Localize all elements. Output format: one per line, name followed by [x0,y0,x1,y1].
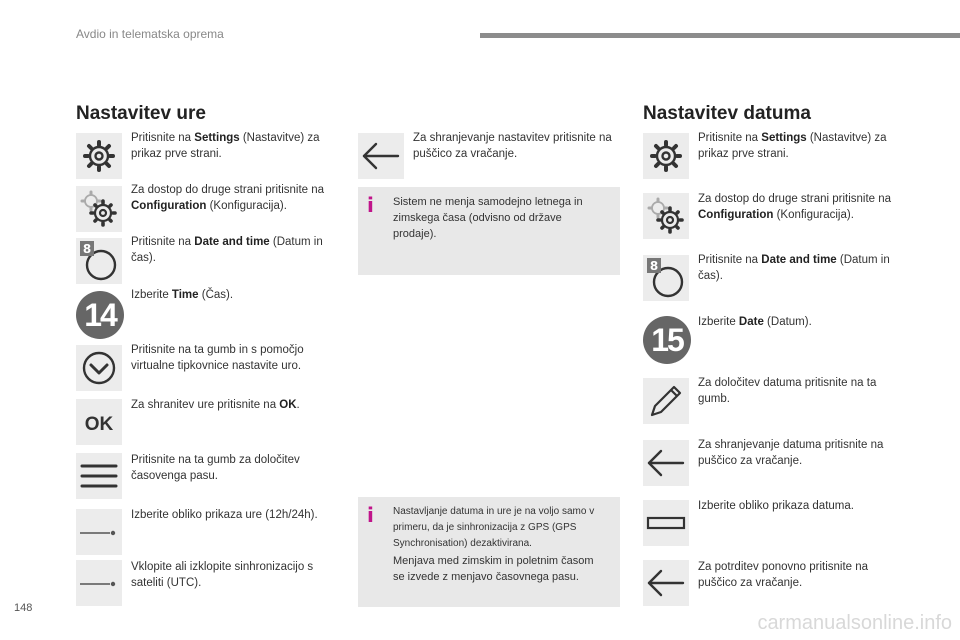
step-text: Izberite obliko prikaza ure (12h/24h). [131,509,318,521]
step-text: Izberite Time (Čas). [131,289,234,301]
back-arrow-icon [358,133,404,179]
step-text: Za določitev datuma pritisnite na ta gumb. [698,377,877,405]
step-number-badge: 15 [643,316,691,364]
step-text: Pritisnite na Date and time (Datum in čas). [698,254,890,282]
page-number: 148 [14,602,33,614]
configuration-gears-icon [76,186,122,232]
settings-gear-icon [643,133,689,179]
step-text: Izberite obliko prikaza datuma. [698,500,854,512]
sync-toggle-icon [76,560,122,606]
section-title-clock: Nastavitev ure [76,103,206,124]
step-text: Pritisnite na Date and time (Datum in čas). [131,236,323,264]
settings-gear-icon [76,133,122,179]
step-number-badge: 14 [76,291,124,339]
back-arrow-icon [643,440,689,486]
step-text: Pritisnite na ta gumb za določitev časovenga pasu. [131,454,300,482]
date-format-field-icon [643,500,689,546]
info-box-gps [358,497,620,607]
step-text: Za shranjevanje datuma pritisnite na puščico za vračanje. [698,439,884,467]
page-header-title: Avdio in telematska oprema [76,27,224,41]
step-text: Pritisnite na Settings (Nastavitve) za prikaz prve strani. [131,132,320,160]
step-text: Za potrditev ponovno pritisnite na puščico za vračanje. [698,561,869,589]
configuration-gears-icon [643,193,689,239]
info-icon: i [367,193,374,217]
step-text: Za shranitev ure pritisnite na OK. [131,399,300,411]
section-title-date: Nastavitev datuma [643,103,811,124]
chevron-down-circle-icon [76,345,122,391]
step-text: Za dostop do druge strani pritisnite na Configuration (Konfiguracija). [131,184,325,212]
info-icon: i [367,503,374,527]
ok-label: OK [84,414,114,435]
step-text: Za dostop do druge strani pritisnite na Configuration (Konfiguracija). [698,193,892,221]
format-toggle-icon [76,509,122,555]
menu-list-icon [76,453,122,499]
footer-watermark: carmanualsonline.info [757,612,952,634]
clock-icon [76,238,122,284]
step-text: Pritisnite na Settings (Nastavitve) za prikaz prve strani. [698,132,887,160]
step-text: Vklopite ali izklopite sinhronizacijo s sateliti (UTC). [131,561,314,589]
clock-icon [643,255,689,301]
clock-badge-label: 8 [649,259,659,273]
info-text-timezone: Menjava med zimskim in poletnim časom se izvede z menjavo časovnega pasu. [393,555,594,583]
info-box-dst [358,187,620,275]
info-text-gps: Nastavljanje datuma in ure je na voljo samo v primeru, da je sinhronizacija z GPS (GPS Synchronisation) dezaktivirana. [393,506,595,549]
clock-badge-label: 8 [82,242,92,256]
header-bar [480,33,960,38]
ok-button-icon [76,399,122,445]
step-text: Izberite Date (Datum). [698,316,812,328]
step-text: Pritisnite na ta gumb in s pomočjo virtualne tipkovnice nastavite uro. [131,344,304,372]
back-arrow-icon [643,560,689,606]
edit-pencil-icon [643,378,689,424]
info-text: Sistem ne menja samodejno letnega in zimskega časa (odvisno od države prodaje). [393,196,583,240]
back-instruction-text: Za shranjevanje nastavitev pritisnite na puščico za vračanje. [413,132,612,160]
